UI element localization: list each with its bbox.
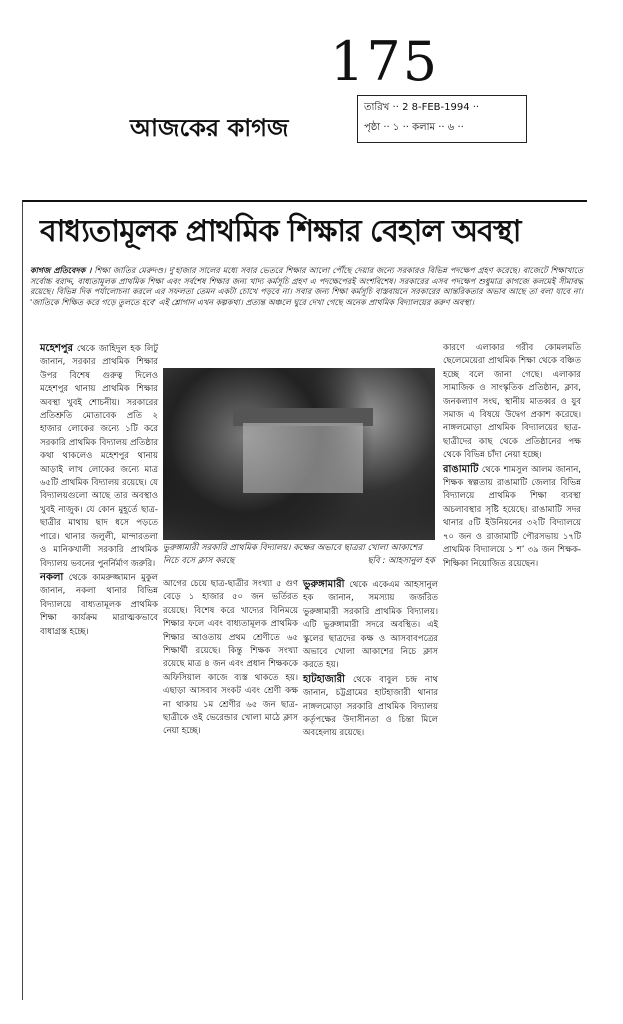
article-column-4 — [443, 342, 581, 571]
column-text: থেকে জাহিদুল হক লিটু জানান, সরকার প্রাথমিক শিক্ষার উপর বিশেষ গুরুত্ব দিলেও মহেশপুর থানায় প্রাথমিক শিক্ষার অবস্থা খুবই শোচনীয়। সরকারের প্রতিশ্রুতি মোতাবেক প্রতি ২ হাজার লোকের জন্যে ১টি করে সরকারি প্রাথমিক বিদ্যালয় প্রতিষ্ঠার কথা থাকলেও মহেশপুর থানায় আড়াই লাখ লোকের জন্যে মাত্র ৬৫টি প্রাথমিক বিদ্যালয় রয়েছে। যে বিদ্যালয়গুলো আছে তার অবস্থাও খুবই নাজুক। যে কোন মুহূর্তে ছাত্র-ছাত্রীর মাথায় ছাদ ধসে পড়তে পারে। থানার জলুলী, মান্দারতলা ও মানিকখালী সরকারি প্রাথমিক বিদ্যালয় ভবনের পুনর্নির্মাণ জরুরি। — [40, 344, 159, 569]
column-lead-2: নকলা — [40, 571, 64, 583]
article-headline: বাধ্যতামূলক প্রাথমিক শিক্ষার বেহাল অবস্থা — [40, 214, 521, 249]
handwritten-reference-number: 175 — [330, 30, 440, 93]
date-value: 2 8-FEB-1994 — [402, 102, 470, 113]
photo-credit: ছবি : আহসানুল হক — [367, 556, 435, 566]
column-lead: ভুরুঙ্গামারী — [303, 579, 345, 590]
column-text: কারণে এলাকার গরীব কোমলমতি ছেলেমেয়েরা প্রাথমিক শিক্ষা থেকে বঞ্চিত হচ্ছে বলে জানা গেছে। এলাকার সামাজিক ও সাংস্কৃতিক প্রতিষ্ঠান, ক্লাব, জনকল্যাণ সংঘ, স্থানীয় মাতব্বর ও যুব সমাজ এ বিষয়ে উদ্বেগ প্রকাশ করেছে। নাঙ্গলমোড়া প্রাথমিক বিদ্যালয়ের ছাত্র-ছাত্রীদের কাছ থেকে প্রতিষ্ঠানের পক্ষ থেকে বিভিন্ন চাঁদা নেয়া হচ্ছে। — [443, 343, 581, 461]
column-text: থেকে একেএম আহসানুল হক জানান, সমস্যায় জর্জরিত ভুরুঙ্গামারী সরকারি প্রাথমিক বিদ্যালয়। এটি ভুরুঙ্গামারী সদরে অবস্থিত। এই স্কুলের ছাত্রদের কক্ষ ও আসবাবপত্রের অভাবে খোলা আকাশের নিচে ক্লাস করতে হয়। — [303, 580, 439, 671]
date-label: তারিখ — [364, 102, 390, 113]
column-text-2: থেকে বাবুল চন্দ্র নাথ জানান, চট্টগ্রামের হাটহাজারী থানার নাঙ্গলমোড়া সরকারি প্রাথমিক বিদ্যালয় কর্তৃপক্ষের উদাসীনতা ও চিন্তা মিলে অবহেলায় রয়েছে। — [303, 674, 439, 739]
column-lead-2: হাটহাজারী — [303, 673, 345, 685]
page-label: পৃষ্ঠা — [364, 122, 381, 133]
column-text-2: থেকে শামসুল আলম জানান, শিক্ষক স্বল্পতায় রাঙামাটি জেলার বিভিন্ন বিদ্যালয়ে প্রাথমিক শিক্ষা ব্যবস্থা অচলাবস্থার সৃষ্টি হয়েছে। রাঙামাটি সদর থানার ৫টি ইউনিয়নের ৩২টি বিদ্যালয়ে ৭০ জন ও রাজামাটি পৌরসভায় ১৭টি প্রাথমিক বিদ্যালয়ে ১ শ’ ৩৯ জন শিক্ষক-শিক্ষিকা নিয়োজিত রয়েছেন। — [443, 464, 582, 569]
column-text-2: থেকে কামরুজ্জামান মুকুল জানান, নকলা থানার বিভিন্ন বিদ্যালয়ে বাধ্যতামূলক প্রাথমিক শিক্ষা কার্যক্রম মারাত্মকভাবে বাধাগ্রস্ত হচ্ছে। — [40, 572, 159, 637]
article-intro — [30, 266, 583, 308]
date-stamp: তারিখ ·· 2 8-FEB-1994 ·· পৃষ্ঠা ·· ১ ·· কলাম ·· ৬ ·· — [357, 95, 527, 143]
intro-text: শিক্ষা জাতির মেরুদণ্ড। দু'হাজার সালের মধ্যে সবার ভেতরে শিক্ষার আলো পৌঁছে দেয়ার জন্যে সরকারও বিভিন্ন পদক্ষেপ গ্রহণ করেছে। বাজেটে শিক্ষাখাতে সর্বোচ্চ বরাদ্দ, বাধ্যতামূলক প্রাথমিক শিক্ষা এবং সর্বশেষ শিক্ষার জন্য খাদ্য কর্মসূচি গ্রহণ এ পদক্ষেপেরই অংশবিশেষ। সরকারের এসব পদক্ষেপ শুধুমাত্র কাগজে কলমেই সীমাবদ্ধ রয়েছে। বিভিন্ন দিক পর্যালোচনা করলে এর সফলতা তেমন একটা চোখে পড়বে না। সবার জন্য শিক্ষা কর্মসূচি বাস্তবায়নে সরকারের আন্তরিকতার অভাব আছে তা বলা যাবে না। 'জাতিকে শিক্ষিত করে গড়ে তুলতে হবে' এই শ্লোগান এখন কল্পকথা। প্রত্যন্ত অঞ্চলে ঘুরে দেখা গেছে অনেক প্রাথমিক বিদ্যালয়ের করুণ অবস্থা। — [30, 266, 584, 307]
intro-byline: কাগজ প্রতিবেদক । — [30, 266, 92, 275]
caption-text: ভুরুঙ্গামারী সরকারি প্রাথমিক বিদ্যালয়। কক্ষের অভাবে ছাত্ররা খোলা আকাশের নিচে বসে ক্লাস করছে — [163, 543, 422, 566]
column-lead: মহেশপুর — [40, 343, 74, 354]
article-column-2 — [163, 578, 298, 739]
article-column-1 — [40, 342, 158, 639]
column-text: আগের চেয়ে ছাত্র-ছাত্রীর সংখ্যা ৫ গুণ বেড়ে ১ হাজার ৫০ জন ভর্তিরত রয়েছে। বিশেষ করে খাদ্যের বিনিময়ে শিক্ষার ফলে এবং বাধ্যতামূলক প্রাথমিক শিক্ষার আওতায় প্রথম শ্রেণীতে ৬৫ শিক্ষার্থী রয়েছে। কিন্তু শিক্ষক সংখ্যা রয়েছে মাত্র ৪ জন এবং প্রধান শিক্ষককে অফিসিয়াল কাজে ব্যস্ত থাকতে হয়। এছাড়া আসবাব সংকট এবং শ্রেণী কক্ষ না থাকায় ১ম শ্রেণীর ৬৫ জন ছাত্র-ছাত্রীকে ওই ভেরেন্ডার খোলা মাঠে ক্লাস নেয়া হচ্ছে। — [163, 579, 298, 737]
column-label: কলাম — [412, 122, 436, 133]
article-column-3 — [303, 578, 438, 741]
school-photo — [163, 368, 435, 540]
column-lead-2: রাঙামাটি — [443, 463, 479, 475]
page-value: ১ — [392, 122, 400, 133]
newspaper-name: আজকের কাগজ — [130, 114, 289, 142]
column-value: ৬ — [447, 122, 455, 133]
photo-caption — [163, 542, 435, 568]
